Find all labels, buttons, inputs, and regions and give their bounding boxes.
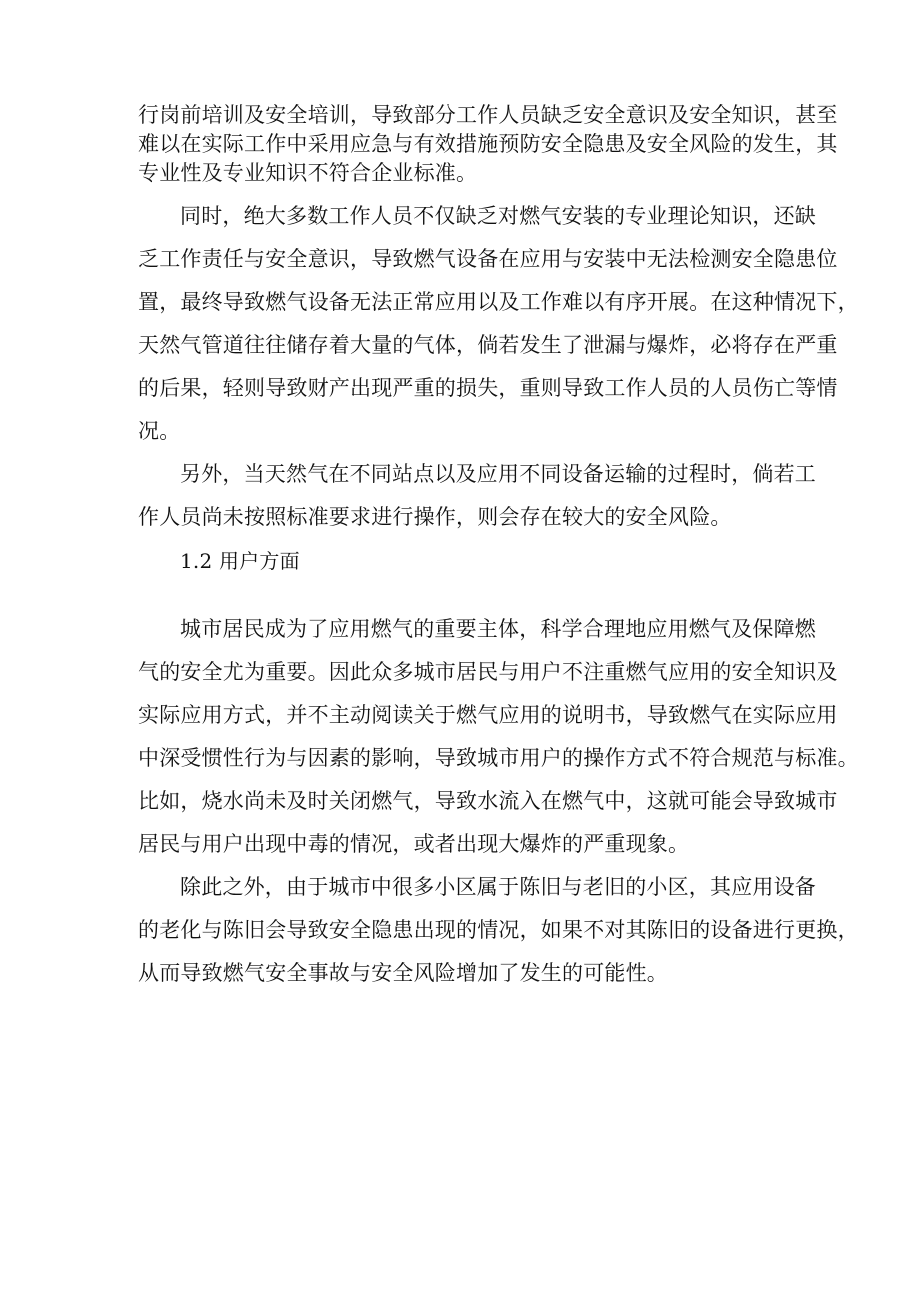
paragraph-line: 天然气管道往往储存着大量的气体，倘若发生了泄漏与爆炸，必将存在严重 bbox=[138, 333, 838, 357]
paragraph-line: 行岗前培训及安全培训，导致部分工作人员缺乏安全意识及安全知识，甚至 bbox=[138, 103, 838, 127]
paragraph-line: 的老化与陈旧会导致安全隐患出现的情况，如果不对其陈旧的设备进行更换， bbox=[138, 918, 859, 942]
paragraph-line: 另外，当天然气在不同站点以及应用不同设备运输的过程时，倘若工 bbox=[180, 462, 816, 486]
paragraph-line: 实际应用方式，并不主动阅读关于燃气应用的说明书，导致燃气在实际应用 bbox=[138, 703, 838, 727]
paragraph-line: 况。 bbox=[138, 419, 181, 443]
paragraph-line: 乏工作责任与安全意识，导致燃气设备在应用与安装中无法检测安全隐患位 bbox=[138, 247, 838, 271]
paragraph-line: 城市居民成为了应用燃气的重要主体，科学合理地应用燃气及保障燃 bbox=[180, 617, 816, 641]
paragraph-line: 难以在实际工作中采用应急与有效措施预防安全隐患及安全风险的发生，其 bbox=[138, 132, 838, 156]
paragraph-line: 置，最终导致燃气设备无法正常应用以及工作难以有序开展。在这种情况下， bbox=[138, 290, 859, 314]
paragraph-line: 从而导致燃气安全事故与安全风险增加了发生的可能性。 bbox=[138, 961, 668, 985]
paragraph-line: 气的安全尤为重要。因此众多城市居民与用户不注重燃气应用的安全知识及 bbox=[138, 660, 838, 684]
paragraph-line: 同时，绝大多数工作人员不仅缺乏对燃气安装的专业理论知识，还缺 bbox=[180, 204, 816, 228]
paragraph-line: 除此之外，由于城市中很多小区属于陈旧与老旧的小区，其应用设备 bbox=[180, 875, 816, 899]
section-heading: 1.2 用户方面 bbox=[180, 549, 300, 573]
paragraph-line: 中深受惯性行为与因素的影响，导致城市用户的操作方式不符合规范与标准。 bbox=[138, 746, 859, 770]
paragraph-line: 居民与用户出现中毒的情况，或者出现大爆炸的严重现象。 bbox=[138, 832, 690, 856]
paragraph-line: 的后果，轻则导致财产出现严重的损失，重则导致工作人员的人员伤亡等情 bbox=[138, 376, 838, 400]
paragraph-line: 比如，烧水尚未及时关闭燃气，导致水流入在燃气中，这就可能会导致城市 bbox=[138, 789, 838, 813]
paragraph-line: 专业性及专业知识不符合企业标准。 bbox=[138, 161, 478, 185]
paragraph-line: 作人员尚未按照标准要求进行操作，则会存在较大的安全风险。 bbox=[138, 505, 732, 529]
